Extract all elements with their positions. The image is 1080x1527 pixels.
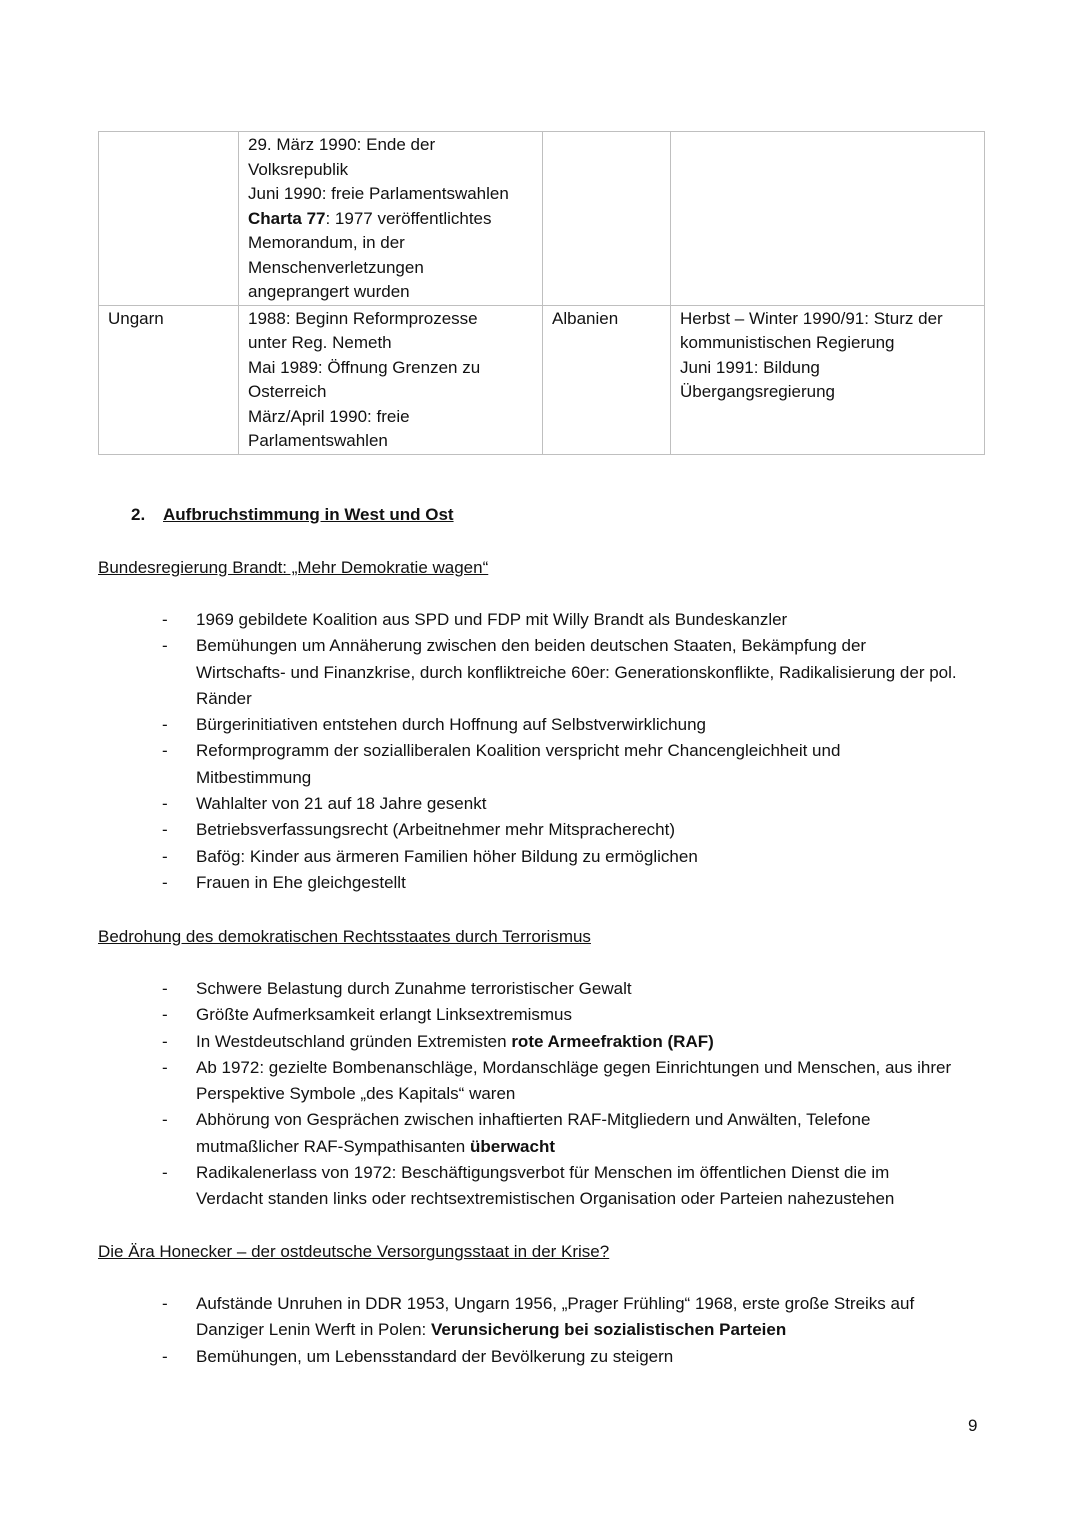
item-text: Reformprogramm der sozialliberalen Koalition verspricht mehr Chancengleichheit und Mitbestimmung	[196, 741, 841, 787]
table-cell-events	[671, 132, 985, 306]
cell-line: Volksrepublik	[248, 159, 349, 179]
honecker-list	[160, 1291, 960, 1370]
dash-bullet: -	[162, 979, 168, 998]
dash-bullet: -	[162, 846, 168, 866]
item-text: Bemühungen um Annäherung zwischen den beiden deutschen Staaten, Bekämpfung der Wirtschafts- und Finanzkrise, durch konfliktreiche 60er: Generationskonflikte, Radikalisierung der pol. Ränder	[196, 636, 957, 708]
list-item	[160, 817, 960, 843]
table-cell-country	[99, 132, 239, 306]
list-item	[160, 712, 960, 738]
cell-line: Menschenverletzungen	[248, 257, 424, 277]
bold-term: Charta 77	[248, 208, 326, 228]
item-text: Größte Aufmerksamkeit erlangt Linksextremismus	[196, 1005, 573, 1025]
countries-table	[98, 131, 985, 455]
dash-bullet: -	[162, 1294, 168, 1313]
honecker-heading: Die Ära Honecker – der ostdeutsche Versorgungsstaat in der Krise?	[98, 1242, 610, 1261]
cell-line: Übergangsregierung	[680, 382, 835, 401]
dash-bullet: -	[162, 1005, 168, 1025]
dash-bullet: -	[162, 794, 168, 814]
cell-line: 1988: Beginn Reformprozesse	[248, 308, 478, 328]
cell-line: Mai 1989: Öffnung Grenzen zu	[248, 357, 481, 377]
item-bold-text: überwacht	[469, 1136, 556, 1156]
item-text: Frauen in Ehe gleichgestellt	[196, 872, 406, 892]
item-text: Betriebsverfassungsrecht (Arbeitnehmer mehr Mitspracherecht)	[196, 820, 676, 840]
table-cell-country: Ungarn	[99, 305, 239, 454]
item-text: Bemühungen, um Lebensstandard der Bevölkerung zu steigern	[196, 1346, 674, 1366]
dash-bullet: -	[162, 1163, 168, 1183]
list-item	[160, 791, 960, 817]
item-text: Aufstände Unruhen in DDR 1953, Ungarn 1956, „Prager Frühling“ 1968, erste große Streiks auf Danziger Lenin Werft in Polen:	[196, 1294, 915, 1340]
list-item	[160, 633, 960, 712]
item-text: Bafög: Kinder aus ärmeren Familien höher Bildung zu ermöglichen	[196, 846, 698, 866]
list-item	[160, 738, 960, 791]
item-text: Bürgerinitiativen entstehen durch Hoffnung auf Selbstverwirklichung	[196, 715, 706, 735]
cell-line: Parlamentswahlen	[248, 431, 388, 450]
cell-line: kommunistischen Regierung	[680, 333, 895, 352]
table-cell-events	[239, 132, 543, 306]
section-number: 2.	[131, 505, 146, 524]
table-cell-country	[543, 132, 671, 306]
item-text: Radikalenerlass von 1972: Beschäftigungsverbot für Menschen im öffentlichen Dienst die im Verdacht standen links oder rechtsextremistischen Organisation oder Parteien nahezustehen	[196, 1163, 895, 1209]
terror-list	[160, 976, 960, 1213]
dash-bullet: -	[162, 1110, 168, 1130]
list-item	[160, 1291, 960, 1344]
table-cell-events	[671, 305, 985, 454]
item-text: Schwere Belastung durch Zunahme terroristischer Gewalt	[196, 979, 632, 998]
list-item	[160, 1029, 960, 1055]
dash-bullet: -	[162, 610, 168, 629]
cell-line: März/April 1990: freie	[248, 406, 410, 426]
cell-line: 29. März 1990: Ende der	[248, 135, 436, 154]
dash-bullet: -	[162, 820, 168, 840]
list-item	[160, 1107, 960, 1160]
cell-line: Memorandum, in der	[248, 233, 405, 252]
list-item	[160, 1055, 960, 1108]
list-item	[160, 1344, 960, 1370]
table-row	[99, 132, 985, 306]
item-text: 1969 gebildete Koalition aus SPD und FDP mit Willy Brandt als Bundeskanzler	[196, 610, 788, 629]
item-text: Abhörung von Gesprächen zwischen inhaftierten RAF-Mitgliedern und Anwälten, Telefone mutmaßlicher RAF-Sympathisanten	[196, 1110, 871, 1156]
section-title: Aufbruchstimmung in West und Ost	[163, 505, 454, 524]
dash-bullet: -	[162, 715, 168, 735]
dash-bullet: -	[162, 1057, 168, 1077]
cell-line: Juni 1991: Bildung	[680, 357, 820, 377]
list-item	[160, 1002, 960, 1028]
item-text: In Westdeutschland gründen Extremisten	[196, 1031, 512, 1051]
cell-line	[248, 207, 533, 232]
dash-bullet: -	[162, 872, 168, 892]
cell-line: Herbst – Winter 1990/91: Sturz der	[680, 308, 943, 328]
item-text: Wahlalter von 21 auf 18 Jahre gesenkt	[196, 794, 487, 814]
dash-bullet: -	[162, 741, 168, 761]
list-item	[160, 607, 960, 633]
brandt-list	[160, 607, 960, 896]
list-item	[160, 870, 960, 896]
table-row	[99, 305, 985, 454]
cell-line: Juni 1990: freie Parlamentswahlen	[248, 184, 509, 203]
dash-bullet: -	[162, 1031, 168, 1051]
terror-heading: Bedrohung des demokratischen Rechtsstaates durch Terrorismus	[98, 927, 591, 946]
dash-bullet: -	[162, 1346, 168, 1366]
cell-line: Osterreich	[248, 382, 327, 401]
cell-line: unter Reg. Nemeth	[248, 333, 392, 352]
dash-bullet: -	[162, 636, 168, 656]
list-item	[160, 844, 960, 870]
table-cell-events	[239, 305, 543, 454]
item-bold-text: rote Armeefraktion (RAF)	[511, 1031, 714, 1051]
list-item	[160, 1160, 960, 1213]
page-number: 9	[968, 1416, 978, 1435]
item-text: Ab 1972: gezielte Bombenanschläge, Mordanschläge gegen Einrichtungen und Menschen, aus ihrer Perspektive Symbole „des Kapitals“ waren	[196, 1057, 952, 1104]
item-bold-text: Verunsicherung bei sozialistischen Parteien	[430, 1320, 787, 1340]
cell-line: angeprangert wurden	[248, 282, 410, 301]
brandt-heading: Bundesregierung Brandt: „Mehr Demokratie wagen“	[98, 558, 489, 577]
list-item	[160, 976, 960, 1002]
section-heading	[131, 503, 454, 528]
cell-text: : 1977 veröffentlichtes	[325, 208, 492, 228]
table-cell-country: Albanien	[543, 305, 671, 454]
